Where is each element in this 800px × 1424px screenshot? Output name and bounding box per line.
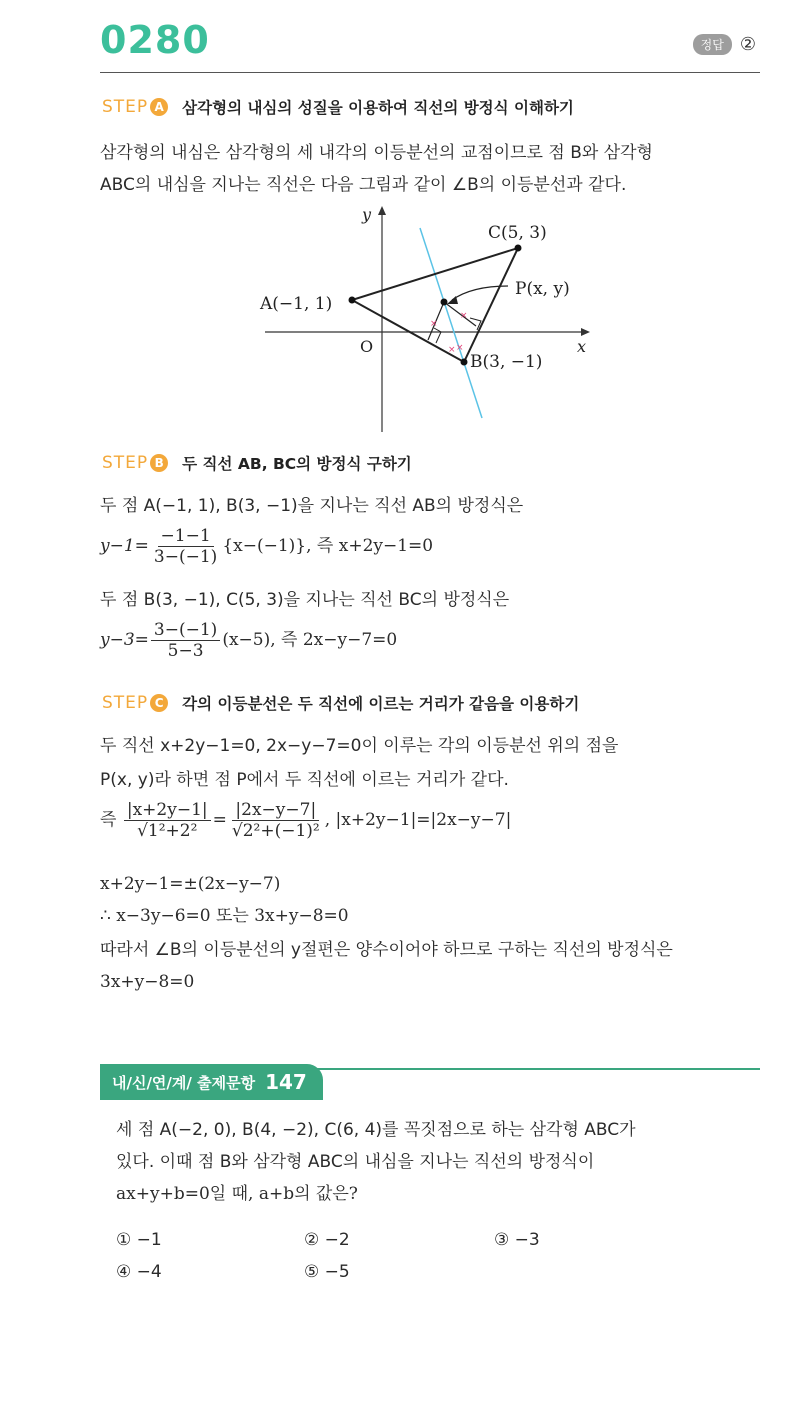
frac2-numerator: |2x−y−7| bbox=[232, 800, 319, 821]
frac1-numerator: |x+2y−1| bbox=[124, 800, 211, 821]
step-c-text-5: 따라서 ∠B의 이등분선의 y절편은 양수이어야 하므로 구하는 직선의 방정식은 bbox=[100, 940, 673, 960]
step-c-text-2: P(x, y)라 하면 점 P에서 두 직선에 이르는 거리가 같다. bbox=[100, 770, 509, 790]
related-problem-band bbox=[100, 1064, 323, 1100]
equation-line-ab bbox=[100, 526, 433, 567]
eq1-right: {x−(−1)}, 즉 x+2y−1=0 bbox=[222, 536, 434, 556]
eq1-numerator: −1−1 bbox=[158, 526, 214, 547]
equal-mark-4: × bbox=[456, 343, 464, 353]
question-line-1: 세 점 A(−2, 0), B(4, −2), C(6, 4)를 꼭짓점으로 하는 삼각형 ABC가 bbox=[116, 1120, 636, 1140]
step-a-text-2: ABC의 내심을 지나는 직선은 다음 그림과 같이 ∠B의 이등분선과 같다. bbox=[100, 175, 627, 195]
eq-suffix: , |x+2y−1|=|2x−y−7| bbox=[324, 810, 512, 830]
point-b-label: B(3, −1) bbox=[470, 352, 543, 372]
eq2-fraction bbox=[151, 620, 220, 661]
step-b-badge: B bbox=[150, 454, 168, 472]
eq2-numerator: 3−(−1) bbox=[151, 620, 220, 641]
step-label: STEP bbox=[102, 453, 149, 473]
answer-value: ② bbox=[739, 34, 756, 55]
equation-line-bc bbox=[100, 620, 397, 661]
frac2-denominator: √2²+(−1)² bbox=[231, 821, 320, 841]
step-c-heading bbox=[102, 692, 579, 714]
choice-2[interactable]: ② −2 bbox=[304, 1230, 350, 1250]
related-label: 내/신/연/계/ 출제문항 bbox=[112, 1073, 256, 1092]
answer-badge: 정답 bbox=[693, 34, 732, 55]
incenter-figure bbox=[240, 200, 620, 440]
step-c-title: 각의 이등분선은 두 직선에 이르는 거리가 같음을 이용하기 bbox=[182, 695, 580, 713]
point-c bbox=[515, 245, 522, 252]
problem-number: 0280 bbox=[100, 18, 210, 62]
question-line-2: 있다. 이때 점 B와 삼각형 ABC의 내심을 지나는 직선의 방정식이 bbox=[116, 1152, 595, 1172]
step-a-text-1: 삼각형의 내심은 삼각형의 세 내각의 이등분선의 교점이므로 점 B와 삼각형 bbox=[100, 143, 653, 163]
step-b-heading bbox=[102, 452, 412, 474]
point-b bbox=[461, 359, 468, 366]
y-axis-label: y bbox=[362, 205, 372, 224]
point-a-label: A(−1, 1) bbox=[260, 294, 333, 314]
step-a-heading bbox=[102, 96, 574, 118]
eq1-left: y−1= bbox=[100, 536, 149, 556]
related-number: 147 bbox=[265, 1070, 307, 1094]
distance-fraction-1 bbox=[124, 800, 211, 841]
equal-mark-3: × bbox=[448, 345, 456, 355]
choice-3[interactable]: ③ −3 bbox=[494, 1230, 540, 1250]
eq2-left: y−3= bbox=[100, 630, 149, 650]
step-b-title: 두 직선 AB, BC의 방정식 구하기 bbox=[182, 455, 412, 473]
right-angle-mark-ab bbox=[434, 328, 441, 343]
equal-mark-2: × bbox=[460, 311, 468, 321]
distance-equation: 즉 $\frac{|x+2y-1|}{\text{√1²+2²}}$ = $\frac{|2x-y-7|}{\text{√2²+(−1)²}}$ , |x+2y−1|=|2x−y−7| bbox=[100, 800, 512, 841]
origin-label: O bbox=[360, 337, 374, 356]
step-a-title: 삼각형의 내심의 성질을 이용하여 직선의 방정식 이해하기 bbox=[182, 99, 574, 117]
distance-fraction-2 bbox=[229, 800, 323, 841]
equal-mark-1: × bbox=[430, 319, 438, 329]
eq-prefix: 즉 bbox=[100, 810, 117, 830]
step-c-text-4: ∴ x−3y−6=0 또는 3x+y−8=0 bbox=[100, 906, 349, 926]
y-axis-arrow bbox=[378, 206, 386, 215]
header-divider bbox=[100, 72, 760, 73]
related-band-line bbox=[300, 1068, 760, 1070]
point-a bbox=[349, 297, 356, 304]
point-c-label: C(5, 3) bbox=[488, 223, 547, 243]
step-c-text-1: 두 직선 x+2y−1=0, 2x−y−7=0이 이루는 각의 이등분선 위의 점을 bbox=[100, 736, 619, 756]
frac1-denominator: √1²+2² bbox=[137, 821, 198, 841]
step-label: STEP bbox=[102, 97, 149, 117]
step-c-text-3: x+2y−1=±(2x−y−7) bbox=[100, 874, 281, 894]
final-answer-equation: 3x+y−8=0 bbox=[100, 972, 195, 992]
x-axis-label: x bbox=[577, 337, 587, 356]
step-c-badge: C bbox=[150, 694, 168, 712]
eq2-right: (x−5), 즉 2x−y−7=0 bbox=[222, 630, 398, 650]
triangle-abc bbox=[352, 248, 518, 362]
point-p-label: P(x, y) bbox=[515, 279, 570, 299]
step-b-text-1: 두 점 A(−1, 1), B(3, −1)을 지나는 직선 AB의 방정식은 bbox=[100, 496, 524, 516]
answer-indicator bbox=[693, 34, 756, 55]
point-p bbox=[441, 299, 448, 306]
choice-4[interactable]: ④ −4 bbox=[116, 1262, 162, 1282]
step-a-badge: A bbox=[150, 98, 168, 116]
eq2-denominator: 5−3 bbox=[167, 641, 204, 661]
choice-1[interactable]: ① −1 bbox=[116, 1230, 162, 1250]
step-b-text-2: 두 점 B(3, −1), C(5, 3)을 지나는 직선 BC의 방정식은 bbox=[100, 590, 510, 610]
choice-5[interactable]: ⑤ −5 bbox=[304, 1262, 350, 1282]
step-label: STEP bbox=[102, 693, 149, 713]
x-axis-arrow bbox=[581, 328, 590, 336]
question-line-3: ax+y+b=0일 때, a+b의 값은? bbox=[116, 1184, 358, 1204]
eq1-denominator: 3−(−1) bbox=[153, 547, 218, 567]
eq1-fraction bbox=[151, 526, 220, 567]
